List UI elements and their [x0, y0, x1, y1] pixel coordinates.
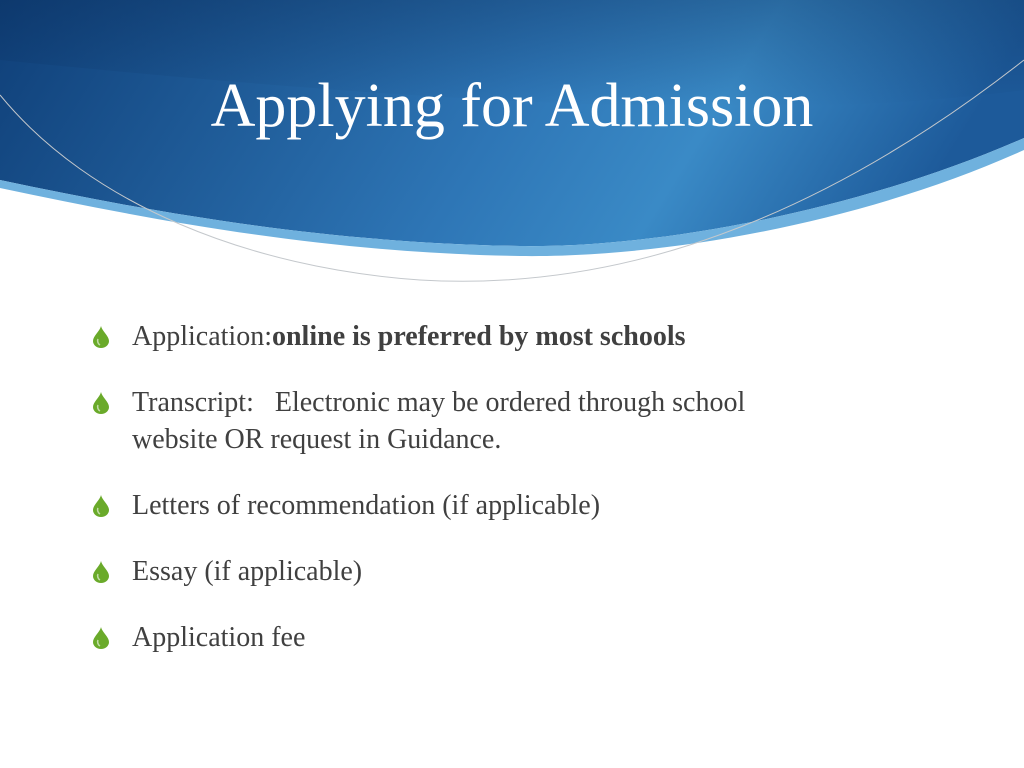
- bullet-item-transcript: [93, 384, 893, 458]
- bullet-label: Application:: [132, 321, 272, 352]
- drop-icon: [93, 392, 109, 414]
- drop-icon: [93, 561, 109, 583]
- slide-title: Applying for Admission: [210, 72, 814, 140]
- bullet-item-letters: [93, 487, 893, 524]
- bullet-text: Application fee: [132, 622, 306, 653]
- bullet-text: Essay (if applicable): [132, 556, 363, 587]
- bullet-text-line2: website OR request in Guidance.: [132, 424, 502, 455]
- bullet-list: [93, 318, 893, 685]
- bullet-item-essay: [93, 553, 893, 590]
- header-wave-background: [0, 0, 1024, 300]
- drop-icon: [93, 627, 109, 649]
- bullet-emphasis: online is preferred by most schools: [271, 321, 686, 352]
- bullet-text-line1: Transcript: Electronic may be ordered through school: [132, 387, 746, 418]
- drop-icon: [93, 326, 109, 348]
- bullet-item-application: [93, 318, 893, 355]
- drop-icon: [93, 495, 109, 517]
- bullet-text: Letters of recommendation (if applicable): [132, 490, 601, 521]
- bullet-item-fee: [93, 619, 893, 656]
